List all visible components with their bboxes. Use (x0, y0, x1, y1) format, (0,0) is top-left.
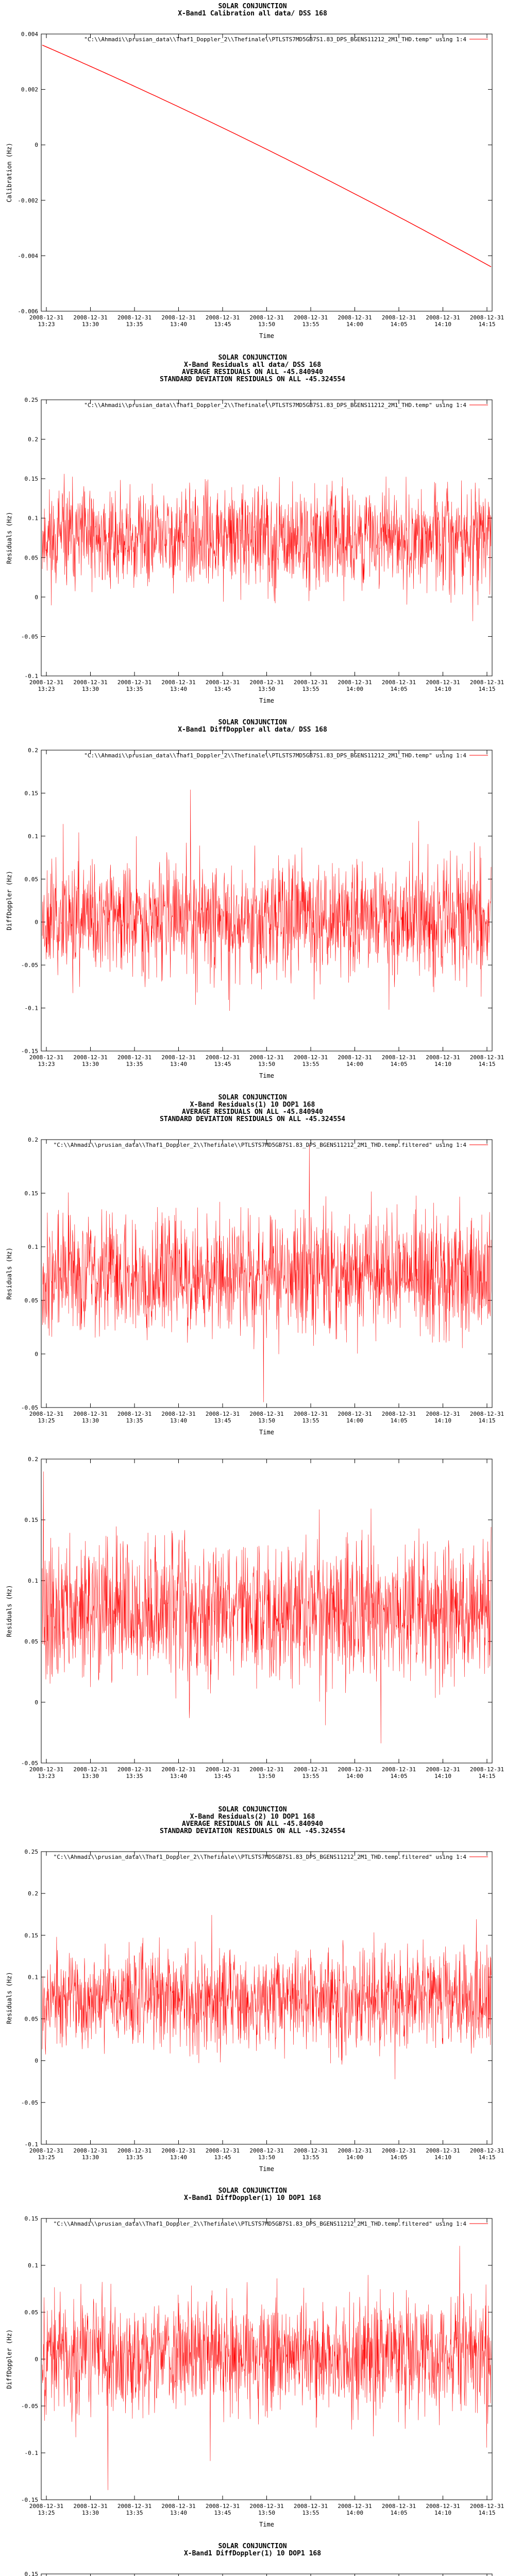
chart-title-line: X-Band1 DiffDoppler(1) 10 DOP1 168 (183, 2194, 322, 2202)
y-tick-label: 0.2 (28, 1137, 38, 1143)
x-tick-label: 2008-12-31 13:40 (161, 1766, 196, 1780)
x-tick-label: 2008-12-31 13:23 (29, 314, 64, 328)
x-axis-label: Time (259, 2165, 274, 2173)
x-tick-label: 2008-12-31 14:15 (469, 679, 504, 692)
x-tick-label: 2008-12-31 13:55 (293, 314, 328, 328)
chart-panel-1 (0, 0, 505, 351)
x-tick-label: 2008-12-31 14:05 (381, 1411, 416, 1424)
chart-panel-8 (0, 2540, 505, 2576)
chart-5 (0, 1448, 505, 1803)
y-tick-label: -0.05 (21, 2403, 38, 2410)
x-tick-label: 2008-12-31 13:23 (29, 1766, 64, 1780)
y-tick-label: 0 (35, 594, 38, 601)
x-tick-label: 2008-12-31 14:15 (469, 1766, 504, 1780)
y-tick-label: 0.25 (24, 397, 38, 403)
x-axis-label: Time (259, 1429, 274, 1436)
series-line (42, 1471, 491, 1743)
chart-panel-5 (0, 1448, 505, 1803)
chart-title-line: AVERAGE RESIDUALS ON ALL -45.840940 (182, 368, 323, 376)
x-tick-label: 2008-12-31 13:50 (249, 314, 284, 328)
x-tick-label: 2008-12-31 14:00 (338, 1766, 372, 1780)
y-tick-label: 0.25 (24, 1849, 38, 1855)
x-tick-label: 2008-12-31 13:30 (73, 1054, 108, 1067)
x-tick-label: 2008-12-31 13:45 (205, 1054, 240, 1067)
x-tick-label: 2008-12-31 13:35 (117, 679, 152, 692)
x-tick-label: 2008-12-31 13:55 (293, 2147, 328, 2161)
x-tick-label: 2008-12-31 14:00 (338, 314, 372, 328)
chart-7 (0, 2184, 505, 2540)
x-tick-label: 2008-12-31 13:35 (117, 1054, 152, 1067)
x-tick-label: 2008-12-31 14:00 (338, 2147, 372, 2161)
series-line (42, 2246, 491, 2490)
x-tick-label: 2008-12-31 14:10 (426, 2147, 460, 2161)
chart-title-line: SOLAR CONJUNCTION (218, 719, 287, 726)
chart-1 (0, 0, 505, 351)
y-tick-label: 0.15 (24, 2215, 38, 2222)
chart-panel-7 (0, 2184, 505, 2540)
y-tick-label: 0.05 (24, 2015, 38, 2023)
y-tick-label: -0.1 (24, 2141, 38, 2148)
chart-title-line: SOLAR CONJUNCTION (218, 1094, 287, 1101)
plot-frame (41, 34, 492, 311)
x-tick-label: 2008-12-31 13:45 (205, 1411, 240, 1424)
x-tick-label: 2008-12-31 14:00 (338, 1411, 372, 1424)
chart-title-line: X-Band1 DiffDoppler(1) 10 DOP1 168 (183, 2550, 322, 2557)
x-tick-label: 2008-12-31 14:05 (381, 2503, 416, 2516)
y-tick-label: 0 (35, 2057, 38, 2064)
y-tick-label: 0.05 (24, 1638, 38, 1645)
x-tick-label: 2008-12-31 13:45 (205, 1766, 240, 1780)
chart-title-line: SOLAR CONJUNCTION (218, 1806, 287, 1814)
y-tick-label: -0.004 (18, 252, 38, 260)
y-tick-label: 0.15 (24, 1517, 38, 1523)
x-tick-label: 2008-12-31 14:15 (469, 2503, 504, 2516)
x-tick-label: 2008-12-31 14:00 (338, 1054, 372, 1067)
series-line (42, 790, 491, 1011)
x-tick-label: 2008-12-31 13:30 (73, 2147, 108, 2161)
chart-title-line: SOLAR CONJUNCTION (218, 354, 287, 362)
legend-label: "C:\\Ahmadi\\prusian_data\\Thaf1_Doppler_2\\Thefinale\\PTLSTS7MD5GB7S1.83_DPS_BGENS11212_2M1_THD.temp" using 1:4 (84, 752, 466, 759)
chart-title-line: SOLAR CONJUNCTION (218, 2543, 287, 2550)
chart-3 (0, 716, 505, 1091)
y-tick-label: -0.002 (18, 197, 38, 204)
y-tick-label: -0.05 (21, 633, 38, 640)
x-tick-label: 2008-12-31 14:10 (426, 1054, 460, 1067)
chart-title-line: STANDARD DEVIATION RESIDUALS ON ALL -45.324554 (159, 1115, 346, 1123)
x-tick-label: 2008-12-31 14:05 (381, 2147, 416, 2161)
y-tick-label: 0.05 (24, 2309, 38, 2316)
y-tick-label: 0.1 (28, 515, 38, 522)
chart-panel-6 (0, 1803, 505, 2184)
x-tick-label: 2008-12-31 13:25 (29, 2147, 64, 2161)
chart-title-line: AVERAGE RESIDUALS ON ALL -45.840940 (182, 1108, 323, 1116)
y-tick-label: 0 (35, 142, 38, 149)
x-tick-label: 2008-12-31 13:40 (161, 314, 196, 328)
legend-label: "C:\\Ahmadi\\prusian_data\\Thaf1_Doppler_2\\Thefinale\\PTLSTS7MD5GB7S1.83_DPS_BGENS11212_2M1_THD.temp.filtered" using 1:4 (53, 2221, 466, 2227)
y-tick-label: 0.004 (21, 31, 38, 38)
chart-title-line: AVERAGE RESIDUALS ON ALL -45.840940 (182, 1820, 323, 1828)
x-tick-label: 2008-12-31 14:10 (426, 2503, 460, 2516)
y-tick-label: -0.1 (24, 1005, 38, 1012)
y-tick-label: 0.1 (28, 2262, 38, 2269)
y-tick-label: -0.15 (21, 1048, 38, 1055)
x-tick-label: 2008-12-31 13:25 (29, 1411, 64, 1424)
x-tick-label: 2008-12-31 13:45 (205, 679, 240, 692)
x-tick-label: 2008-12-31 13:45 (205, 314, 240, 328)
x-tick-label: 2008-12-31 13:55 (293, 679, 328, 692)
x-tick-label: 2008-12-31 13:35 (117, 1411, 152, 1424)
x-tick-label: 2008-12-31 13:23 (29, 1054, 64, 1067)
x-axis-label: Time (259, 1072, 274, 1079)
chart-title-line: SOLAR CONJUNCTION (218, 2187, 287, 2195)
x-tick-label: 2008-12-31 13:45 (205, 2503, 240, 2516)
y-tick-label: -0.05 (21, 962, 38, 969)
chart-title-line: X-Band1 DiffDoppler all data/ DSS 168 (178, 726, 327, 734)
x-tick-label: 2008-12-31 14:00 (338, 2503, 372, 2516)
y-tick-label: 0.2 (28, 1890, 38, 1897)
x-tick-label: 2008-12-31 14:05 (381, 679, 416, 692)
chart-title-line: X-Band Residuals(1) 10 DOP1 168 (190, 1101, 315, 1109)
x-tick-label: 2008-12-31 13:30 (73, 2503, 108, 2516)
series-line (42, 474, 491, 621)
x-axis-label: Time (259, 332, 274, 340)
x-tick-label: 2008-12-31 13:50 (249, 1054, 284, 1067)
plot-frame (41, 400, 492, 676)
y-tick-label: 0.15 (24, 790, 38, 797)
y-tick-label: 0.2 (28, 1456, 38, 1463)
x-tick-label: 2008-12-31 14:10 (426, 1766, 460, 1780)
x-tick-label: 2008-12-31 13:40 (161, 679, 196, 692)
chart-title-line: X-Band Residuals(2) 10 DOP1 168 (190, 1813, 315, 1821)
x-tick-label: 2008-12-31 13:30 (73, 679, 108, 692)
y-axis-label: Residuals (Hz) (6, 1585, 13, 1637)
x-tick-label: 2008-12-31 14:10 (426, 1411, 460, 1424)
x-tick-label: 2008-12-31 13:45 (205, 2147, 240, 2161)
chart-6 (0, 1803, 505, 2184)
x-tick-label: 2008-12-31 13:35 (117, 2503, 152, 2516)
x-tick-label: 2008-12-31 14:15 (469, 314, 504, 328)
y-tick-label: 0.2 (28, 747, 38, 754)
x-tick-label: 2008-12-31 14:00 (338, 679, 372, 692)
x-tick-label: 2008-12-31 14:15 (469, 1411, 504, 1424)
y-axis-label: Residuals (Hz) (6, 512, 13, 564)
x-axis-label: Time (259, 2521, 274, 2528)
x-tick-label: 2008-12-31 13:35 (117, 1766, 152, 1780)
chart-title-line: STANDARD DEVIATION RESIDUALS ON ALL -45.324554 (159, 376, 346, 383)
chart-2 (0, 351, 505, 716)
y-tick-label: 0.1 (28, 1244, 38, 1250)
chart-4 (0, 1091, 505, 1448)
x-tick-label: 2008-12-31 13:30 (73, 1411, 108, 1424)
x-tick-label: 2008-12-31 14:15 (469, 1054, 504, 1067)
x-tick-label: 2008-12-31 14:10 (426, 314, 460, 328)
x-tick-label: 2008-12-31 13:30 (73, 1766, 108, 1780)
y-tick-label: 0.1 (28, 1974, 38, 1981)
y-tick-label: 0.15 (24, 1932, 38, 1939)
y-tick-label: 0.2 (28, 436, 38, 443)
x-tick-label: 2008-12-31 13:55 (293, 2503, 328, 2516)
x-axis-label: Time (259, 697, 274, 704)
y-axis-label: Residuals (Hz) (6, 1247, 13, 1300)
x-tick-label: 2008-12-31 13:23 (29, 679, 64, 692)
y-axis-label: DiffDoppler (Hz) (6, 871, 13, 930)
legend-label: "C:\\Ahmadi\\prusian_data\\Thaf1_Doppler_2\\Thefinale\\PTLSTS7MD5GB7S1.83_DPS_BGENS11212_2M1_THD.temp.filtered" using 1:4 (53, 1142, 466, 1148)
x-tick-label: 2008-12-31 13:55 (293, 1766, 328, 1780)
x-tick-label: 2008-12-31 13:40 (161, 2503, 196, 2516)
x-tick-label: 2008-12-31 14:05 (381, 1766, 416, 1780)
chart-title-line: X-Band1 Calibration all data/ DSS 168 (178, 10, 327, 18)
chart-panel-4 (0, 1091, 505, 1448)
y-tick-label: 0 (35, 1351, 38, 1358)
y-tick-label: -0.006 (18, 308, 38, 315)
x-tick-label: 2008-12-31 13:50 (249, 1411, 284, 1424)
chart-panel-2 (0, 351, 505, 716)
y-tick-label: 0.1 (28, 1578, 38, 1584)
y-tick-label: 0.002 (21, 86, 38, 93)
y-tick-label: -0.05 (21, 1760, 38, 1767)
x-tick-label: 2008-12-31 13:55 (293, 1054, 328, 1067)
x-tick-label: 2008-12-31 14:05 (381, 1054, 416, 1067)
x-tick-label: 2008-12-31 13:50 (249, 1766, 284, 1780)
chart-title-line: SOLAR CONJUNCTION (218, 3, 287, 10)
chart-title-line: STANDARD DEVIATION RESIDUALS ON ALL -45.324554 (159, 1827, 346, 1835)
x-tick-label: 2008-12-31 14:10 (426, 679, 460, 692)
legend-label: "C:\\Ahmadi\\prusian_data\\Thaf1_Doppler_2\\Thefinale\\PTLSTS7MD5GB7S1.83_DPS_BGENS11212_2M1_THD.temp" using 1:4 (84, 402, 466, 409)
y-tick-label: 0.1 (28, 833, 38, 840)
y-tick-label: 0.05 (24, 1297, 38, 1304)
x-tick-label: 2008-12-31 13:30 (73, 314, 108, 328)
series-line (42, 45, 491, 267)
y-tick-label: -0.05 (21, 2099, 38, 2106)
legend-label: "C:\\Ahmadi\\prusian_data\\Thaf1_Doppler_2\\Thefinale\\PTLSTS7MD5GB7S1.83_DPS_BGENS11212_2M1_THD.temp.filtered" using 1:4 (53, 1854, 466, 1860)
x-tick-label: 2008-12-31 13:50 (249, 2147, 284, 2161)
x-tick-label: 2008-12-31 13:25 (29, 2503, 64, 2516)
y-tick-label: 0.05 (24, 554, 38, 562)
x-tick-label: 2008-12-31 14:15 (469, 2147, 504, 2161)
legend-label: "C:\\Ahmadi\\prusian_data\\Thaf1_Doppler_2\\Thefinale\\PTLSTS7MD5GB7S1.83_DPS_BGENS11212_2M1_THD.temp" using 1:4 (84, 36, 466, 43)
x-tick-label: 2008-12-31 13:55 (293, 1411, 328, 1424)
y-tick-label: 0 (35, 2356, 38, 2363)
y-tick-label: 0.05 (24, 876, 38, 883)
x-tick-label: 2008-12-31 13:35 (117, 314, 152, 328)
y-tick-label: 0.15 (24, 1190, 38, 1197)
series-line (42, 1915, 491, 2079)
y-tick-label: 0 (35, 1699, 38, 1706)
y-tick-label: -0.05 (21, 1404, 38, 1411)
x-tick-label: 2008-12-31 13:40 (161, 1411, 196, 1424)
x-tick-label: 2008-12-31 13:40 (161, 2147, 196, 2161)
x-tick-label: 2008-12-31 14:05 (381, 314, 416, 328)
y-tick-label: 0.15 (24, 2571, 38, 2576)
y-tick-label: 0.15 (24, 476, 38, 483)
x-tick-label: 2008-12-31 13:35 (117, 2147, 152, 2161)
y-tick-label: -0.1 (24, 2450, 38, 2456)
y-tick-label: -0.1 (24, 673, 38, 680)
y-axis-label: Calibration (Hz) (6, 143, 13, 202)
x-tick-label: 2008-12-31 13:50 (249, 679, 284, 692)
chart-panel-3 (0, 716, 505, 1091)
x-tick-label: 2008-12-31 13:50 (249, 2503, 284, 2516)
chart-8 (0, 2540, 505, 2576)
y-tick-label: -0.15 (21, 2497, 38, 2503)
y-axis-label: DiffDoppler (Hz) (6, 2329, 13, 2389)
series-line (42, 1145, 491, 1402)
y-tick-label: 0 (35, 919, 38, 926)
chart-title-line: X-Band Residuals all data/ DSS 168 (183, 361, 322, 369)
x-tick-label: 2008-12-31 13:40 (161, 1054, 196, 1067)
y-axis-label: Residuals (Hz) (6, 1972, 13, 2024)
